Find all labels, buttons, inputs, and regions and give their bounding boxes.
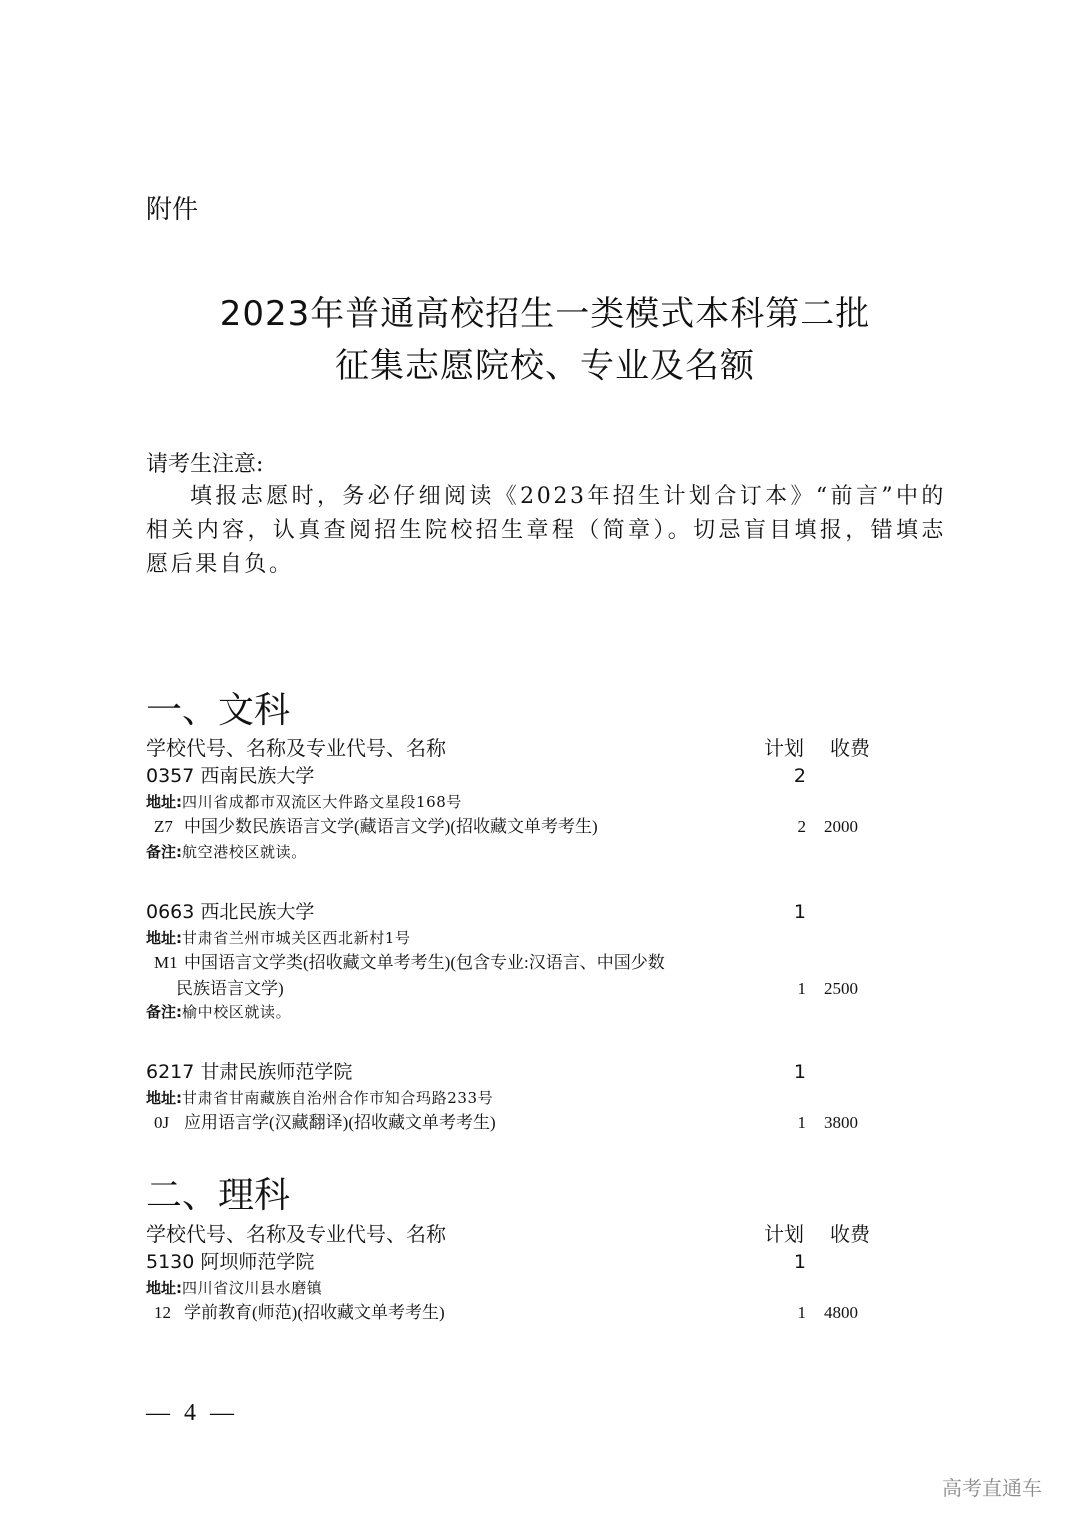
school-address: 四川省汶川县水磨镇 <box>182 1279 323 1297</box>
watermark: 高考直通车 <box>942 1476 1042 1500</box>
section-title-liberal-arts: 一、文科 <box>146 690 291 731</box>
major-row <box>146 814 876 842</box>
major-fee: 2000 <box>824 817 858 836</box>
column-header-plan: 计划 <box>764 736 804 760</box>
page-number: — 4 — <box>146 1400 238 1426</box>
school-row <box>146 898 876 926</box>
major-plan: 1 <box>797 1303 806 1322</box>
school-plan: 2 <box>793 765 806 787</box>
major-name: 中国少数民族语言文学(藏语言文学)(招收藏文单考考生) <box>184 817 598 836</box>
major-code: 12 <box>154 1303 171 1322</box>
major-fee: 2500 <box>824 979 858 998</box>
school-remark: 榆中校区就读。 <box>182 1003 292 1021</box>
column-header-name: 学校代号、名称及专业代号、名称 <box>146 1222 446 1246</box>
school-plan: 1 <box>793 901 806 923</box>
major-name: 学前教育(师范)(招收藏文单考考生) <box>184 1303 445 1322</box>
column-header-plan: 计划 <box>764 1222 804 1246</box>
remark-label: 备注: <box>146 1003 182 1021</box>
school-row <box>146 1058 876 1086</box>
school-row <box>146 1248 876 1276</box>
major-plan: 1 <box>797 979 806 998</box>
school-remark-row <box>146 840 876 868</box>
column-header-name: 学校代号、名称及专业代号、名称 <box>146 736 446 760</box>
major-name-line2: 民族语言文学) <box>176 979 284 998</box>
major-plan: 1 <box>797 1113 806 1132</box>
school-remark-row <box>146 1000 876 1028</box>
school-code-name: 0663 西北民族大学 <box>146 901 315 923</box>
major-plan: 2 <box>797 817 806 836</box>
major-code: M1 <box>154 953 178 972</box>
notice-heading: 请考生注意: <box>146 452 264 477</box>
school-address: 四川省成都市双流区大件路文星段168号 <box>182 793 463 811</box>
address-label: 地址: <box>146 1089 182 1107</box>
major-name-line1: 中国语言文学类(招收藏文单考考生)(包含专业:汉语言、中国少数 <box>184 953 665 972</box>
school-code-name: 5130 阿坝师范学院 <box>146 1251 315 1273</box>
column-header-row <box>146 1220 876 1248</box>
major-fee: 3800 <box>824 1113 858 1132</box>
major-code: Z7 <box>154 817 173 836</box>
remark-label: 备注: <box>146 843 182 861</box>
school-code-name: 0357 西南民族大学 <box>146 765 315 787</box>
address-label: 地址: <box>146 1279 182 1297</box>
address-label: 地址: <box>146 793 182 811</box>
document-title-line1: 2023年普通高校招生一类模式本科第二批 <box>219 294 871 334</box>
major-row <box>146 950 876 978</box>
major-name: 应用语言学(汉藏翻译)(招收藏文单考考生) <box>184 1113 496 1132</box>
column-header-fee: 收费 <box>830 736 870 760</box>
address-label: 地址: <box>146 929 182 947</box>
school-row <box>146 762 876 790</box>
attachment-label: 附件 <box>146 195 199 225</box>
school-plan: 1 <box>793 1061 806 1083</box>
major-code: 0J <box>154 1113 170 1132</box>
school-plan: 1 <box>793 1251 806 1273</box>
document-title-line2: 征集志愿院校、专业及名额 <box>335 346 755 386</box>
major-fee: 4800 <box>824 1303 858 1322</box>
major-row <box>146 1110 876 1138</box>
column-header-row <box>146 734 876 762</box>
school-address: 甘肃省兰州市城关区西北新村1号 <box>182 929 411 947</box>
school-address: 甘肃省甘南藏族自治州合作市知合玛路233号 <box>182 1089 494 1107</box>
notice-body: 填报志愿时，务必仔细阅读《2023年招生计划合订本》“前言”中的相关内容，认真查阅招生院校招生章程（简章）。切忌盲目填报，错填志愿后果自负。 <box>146 484 946 577</box>
section-title-science: 二、理科 <box>146 1175 291 1216</box>
school-remark: 航空港校区就读。 <box>182 843 307 861</box>
school-code-name: 6217 甘肃民族师范学院 <box>146 1061 353 1083</box>
column-header-fee: 收费 <box>830 1222 870 1246</box>
major-row <box>146 1300 876 1328</box>
